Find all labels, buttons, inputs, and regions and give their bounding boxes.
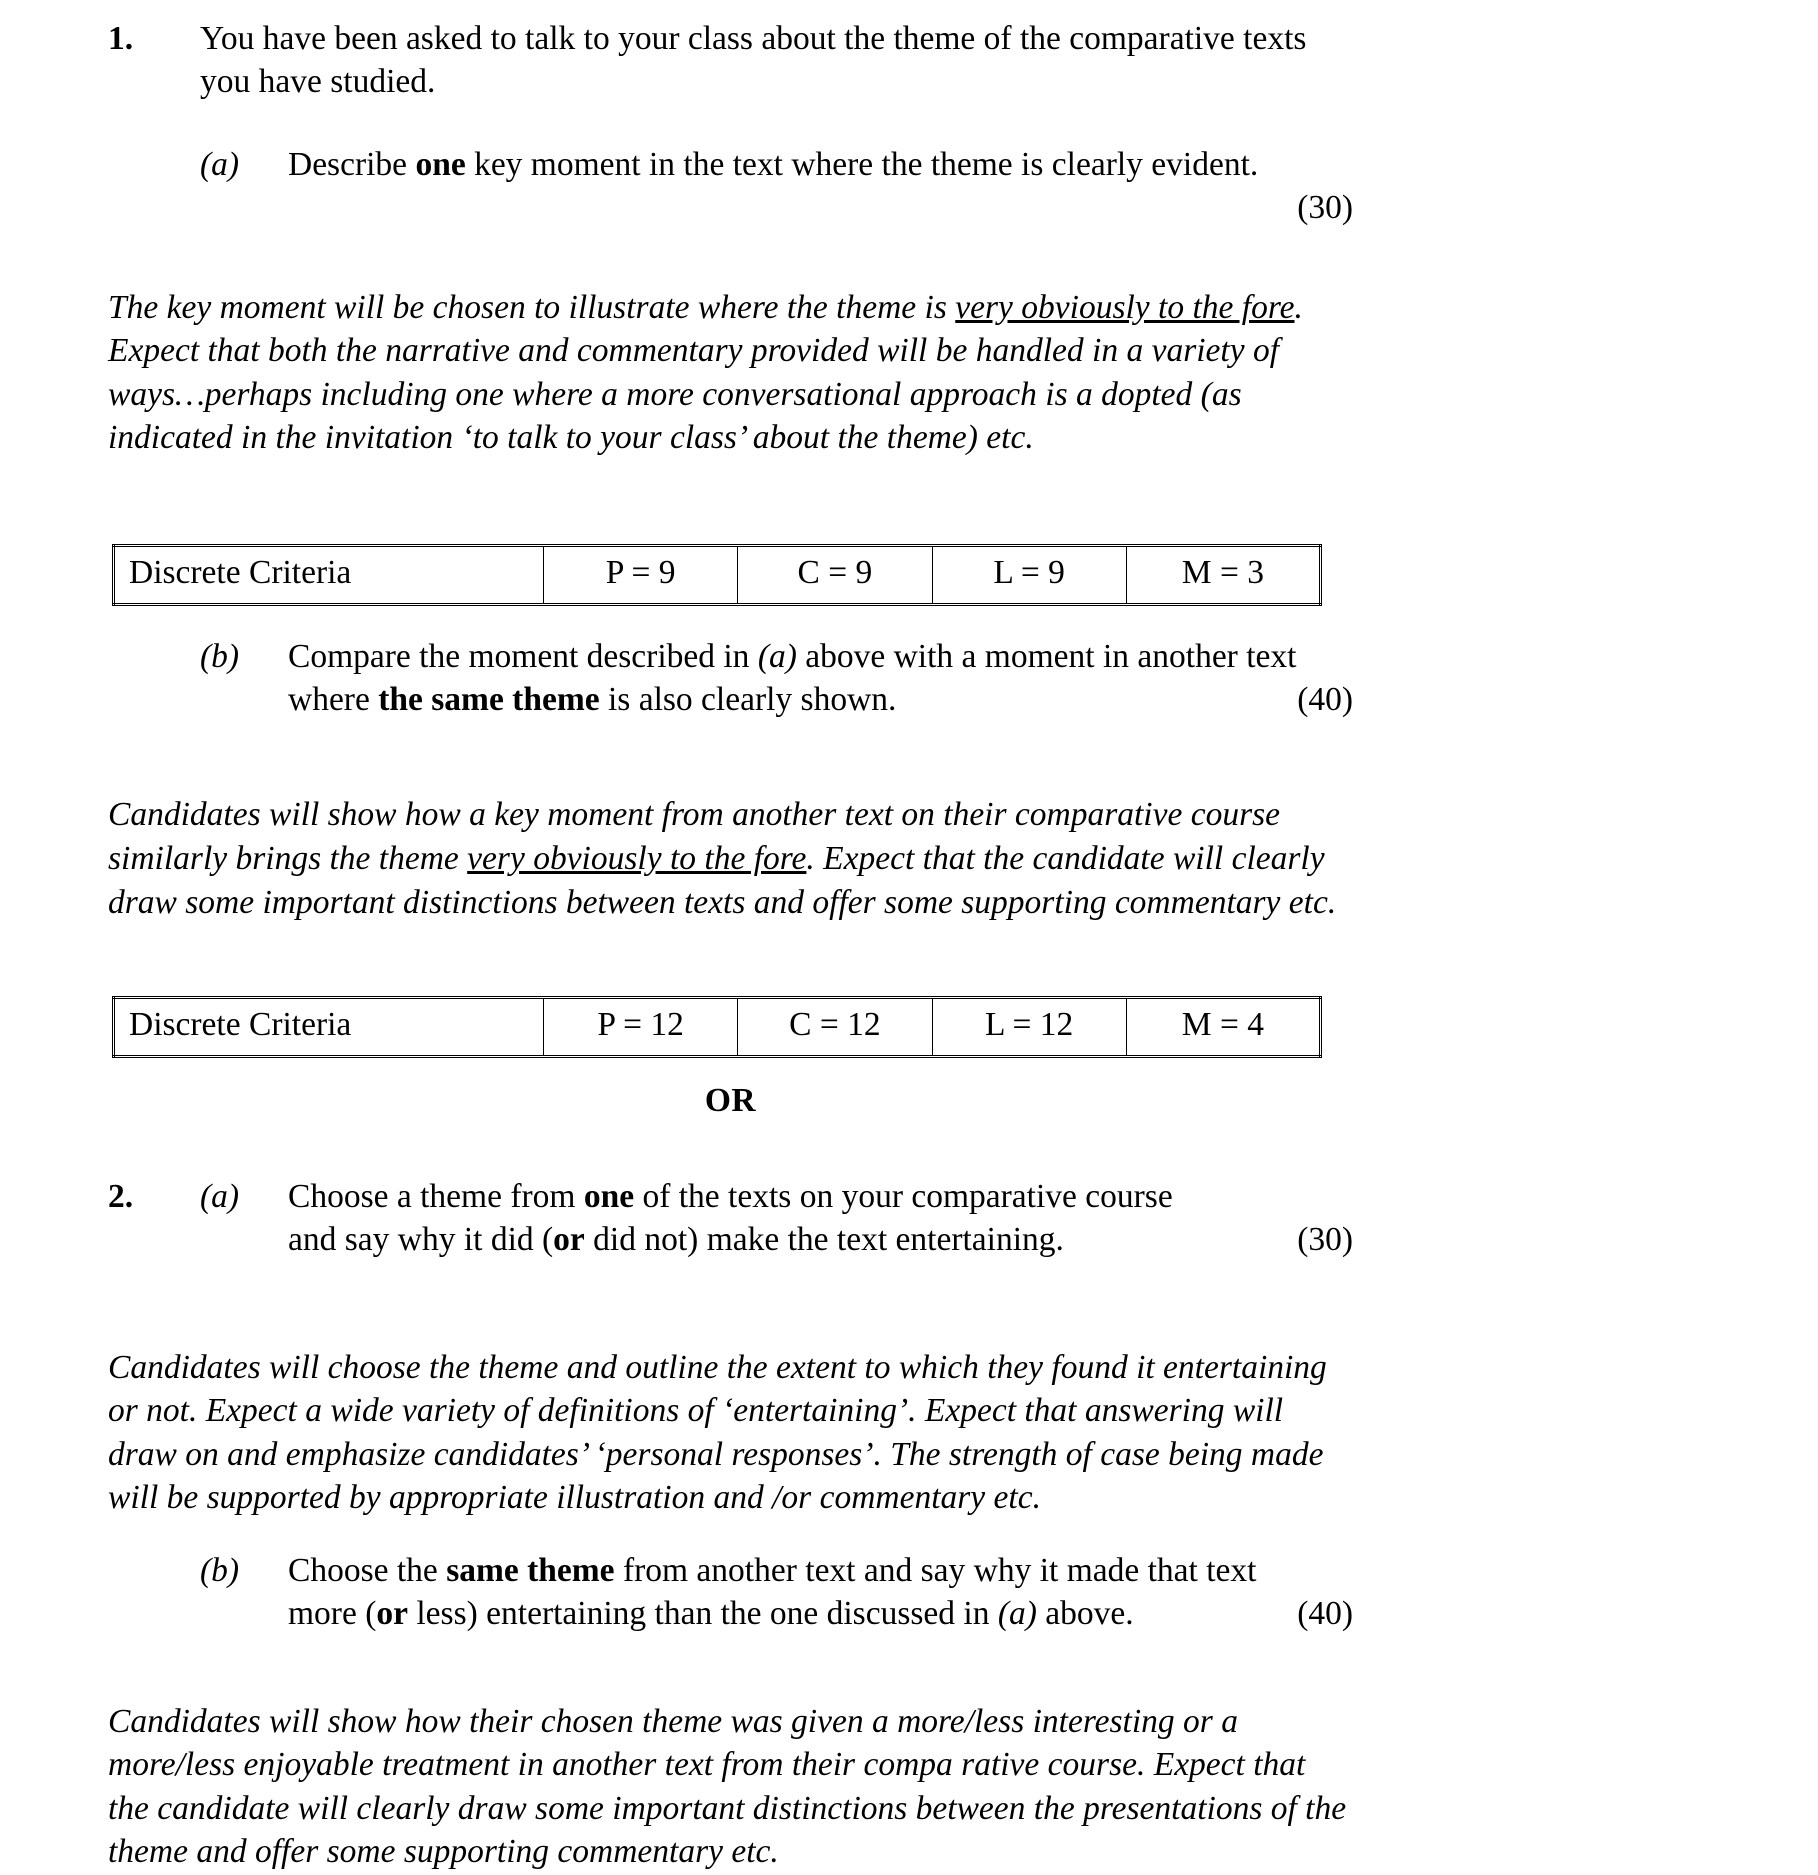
- part-2b-marks-inline: (40): [1297, 1594, 1353, 1632]
- part-2a-marks-inline: (30): [1297, 1220, 1353, 1258]
- part-letter-2b: (b): [200, 1552, 240, 1590]
- criteria-cell-l-1a: L = 9: [932, 545, 1126, 604]
- part-letter-2a: (a): [200, 1178, 240, 1216]
- part-1a-text-before: Describe: [288, 145, 416, 183]
- or-separator: OR: [704, 1082, 757, 1120]
- question-1-number: 1.: [108, 20, 134, 57]
- commentary-2a: Candidates will choose the theme and outline the extent to which they found it entertaining or not. Expect a wide variety of definitions of ‘entertaining’. Expect that answering will draw on and emphasize candidates’ ‘personal responses’. The strength of case being made will be supported by appropriate illustration and /or commentary etc.: [108, 1348, 1327, 1517]
- page-content: [108, 18, 1353, 1874]
- part-1b-line1-a: Compare the moment described in: [288, 637, 758, 675]
- criteria-cell-c-1b: C = 12: [738, 998, 932, 1057]
- part-text-1b: [288, 636, 1353, 722]
- criteria-cell-m-1a: M = 3: [1126, 545, 1320, 604]
- question-2-part-b: [108, 1550, 1353, 1636]
- part-2b-line1-bold: same theme: [446, 1552, 615, 1590]
- commentary-1b: [108, 793, 1353, 924]
- part-letter-1b: (b): [200, 637, 240, 675]
- question-1-stem-text: You have been asked to talk to your class about the theme of the comparative texts you have studied.: [200, 20, 1307, 100]
- question-1-part-a: [108, 144, 1353, 187]
- question-1-stem: [108, 18, 1353, 104]
- part-2a-line1-b: of the texts on your comparative course: [634, 1178, 1173, 1216]
- table-row: [114, 998, 1321, 1057]
- criteria-cell-l-1b: L = 12: [932, 998, 1126, 1057]
- part-2a-line1-a: Choose a theme from: [288, 1178, 584, 1216]
- part-2b-line2-ref: (a): [997, 1594, 1037, 1632]
- part-2a-line2-a: and say why it did (: [288, 1220, 554, 1258]
- part-1b-line1-ref: (a): [757, 637, 797, 675]
- part-2a-line2-bold: or: [553, 1220, 585, 1258]
- part-text-2b: [288, 1550, 1353, 1636]
- table-row: [114, 545, 1321, 604]
- criteria-label-1a: Discrete Criteria: [114, 545, 544, 604]
- question-1-part-b: [108, 636, 1353, 722]
- part-1b-marks-inline: (40): [1297, 680, 1353, 718]
- part-2b-line1-a: Choose the: [288, 1552, 447, 1590]
- marks-1a: (30): [1297, 188, 1353, 226]
- question-2-number: 2.: [108, 1178, 134, 1216]
- part-2a-line1-bold: one: [583, 1178, 635, 1216]
- criteria-table-1b: [112, 996, 1322, 1058]
- question-2-part-a: [108, 1176, 1353, 1262]
- criteria-table-1a: [112, 544, 1322, 606]
- commentary-2b: Candidates will show how their chosen theme was given a more/less interesting or a more/less enjoyable treatment in another text from their compa rative course. Expect that the candidate will clearly draw some important distinctions between the presentations of the theme and offer some supporting commentary etc.: [108, 1702, 1347, 1871]
- commentary-1a-tail: . Expect that both the narrative and commentary provided will be handled in a variety of ways…perhaps including one where a more conversational approach is a dopted (as indicated in the invitation ‘to talk to your class’ about the theme) etc.: [108, 288, 1303, 457]
- commentary-1a-lead: The key moment will be chosen to illustrate where the theme is: [108, 288, 956, 326]
- commentary-1a-underline: very obviously to the fore: [955, 288, 1295, 326]
- part-2b-line2-c: above.: [1036, 1594, 1134, 1632]
- criteria-cell-p-1b: P = 12: [544, 998, 738, 1057]
- commentary-1a: [108, 286, 1353, 460]
- commentary-1b-underline: very obviously to the fore: [467, 839, 807, 877]
- part-1b-line2-bold: the same theme: [378, 680, 600, 718]
- part-1a-text-after: key moment in the text where the theme is clearly evident.: [465, 145, 1259, 183]
- criteria-cell-c-1a: C = 9: [738, 545, 932, 604]
- part-1b-line2-b: is also clearly shown.: [599, 680, 897, 718]
- criteria-label-1b: Discrete Criteria: [114, 998, 544, 1057]
- commentary-1b-lead: Candidates will show how a key moment from another text on their comparative course similarly brings the theme: [108, 796, 1281, 877]
- commentary-1b-tail: . Expect that the candidate will clearly draw some important distinctions between texts and offer some supporting commentary etc.: [108, 839, 1337, 921]
- part-2b-line1-b: from another text and say why it made that text: [614, 1552, 1257, 1590]
- question-2-part-a-row: [200, 1176, 1353, 1262]
- part-text-2a: [288, 1176, 1353, 1262]
- criteria-cell-m-1b: M = 4: [1126, 998, 1320, 1057]
- part-2b-line2-b: less) entertaining than the one discussed in: [408, 1594, 998, 1632]
- part-2b-line2-a: more (: [288, 1594, 377, 1632]
- part-2b-line2-bold: or: [376, 1594, 408, 1632]
- part-text-1a: [288, 144, 1353, 187]
- criteria-cell-p-1a: P = 9: [544, 545, 738, 604]
- part-1a-bold: one: [415, 145, 466, 183]
- part-2a-line2-b: did not) make the text entertaining.: [584, 1220, 1064, 1258]
- part-1b-line2-a: where: [288, 680, 379, 718]
- part-1b-line1-b: above with a moment in another text: [796, 637, 1297, 675]
- part-letter-1a: (a): [200, 145, 240, 183]
